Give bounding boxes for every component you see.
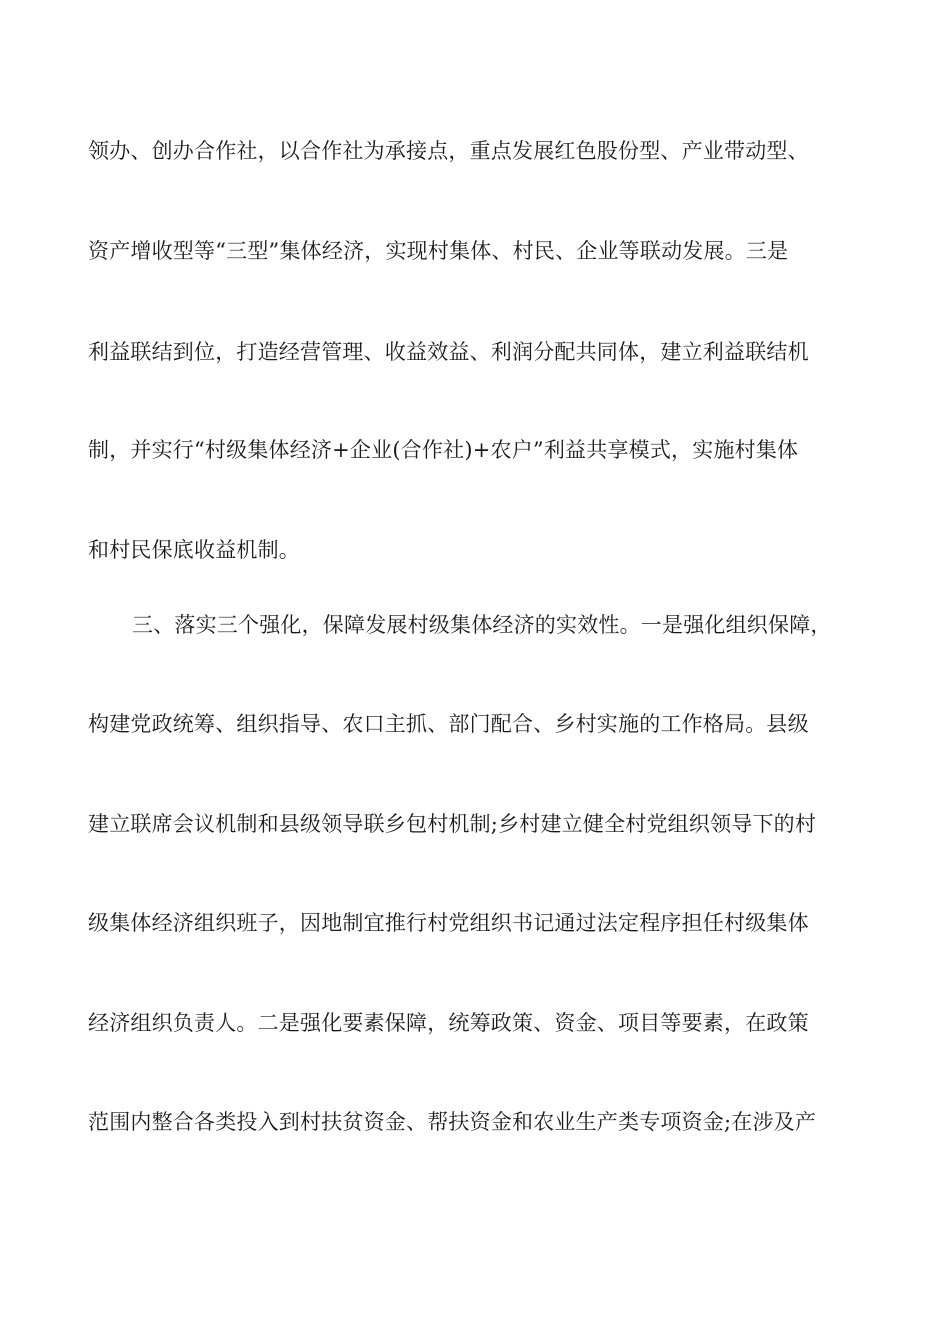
text-line: 和村民保底收益机制。 (88, 538, 300, 562)
text-line: 制，并实行“村级集体经济+企业(合作社)+农户”利益共享模式，实施村集体 (88, 438, 799, 462)
text-line: 范围内整合各类投入到村扶贫资金、帮扶资金和农业生产类专项资金;在涉及产 (88, 1110, 817, 1134)
text-line: 经济组织负责人。二是强化要素保障，统筹政策、资金、项目等要素，在政策 (88, 1011, 809, 1035)
text-line: 建立联席会议机制和县级领导联乡包村机制;乡村建立健全村党组织领导下的村 (88, 812, 817, 836)
text-line: 资产增收型等“三型”集体经济，实现村集体、村民、企业等联动发展。三是 (88, 239, 789, 263)
paragraph-start-line: 三、落实三个强化，保障发展村级集体经济的实效性。一是强化组织保障， (132, 613, 832, 637)
text-line: 领办、创办合作社，以合作社为承接点，重点发展红色股份型、产业带动型、 (88, 139, 809, 163)
text-line: 利益联结到位，打造经营管理、收益效益、利润分配共同体，建立利益联结机 (88, 340, 809, 364)
text-line: 级集体经济组织班子，因地制宜推行村党组织书记通过法定程序担任村级集体 (88, 911, 809, 935)
text-line: 构建党政统筹、组织指导、农口主抓、部门配合、乡村实施的工作格局。县级 (88, 712, 809, 736)
